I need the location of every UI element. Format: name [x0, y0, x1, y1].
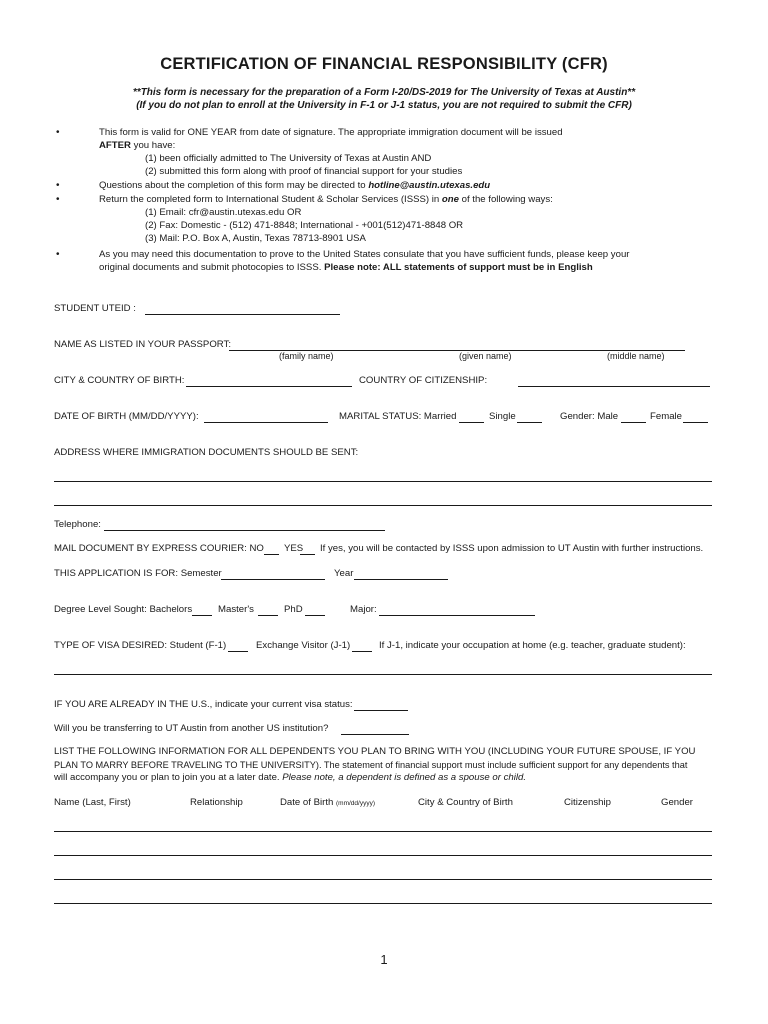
transfer-label: Will you be transferring to UT Austin from another US institution?: [54, 723, 329, 734]
page-number: 1: [380, 952, 388, 967]
city-birth-label: CITY & COUNTRY OF BIRTH:: [54, 375, 185, 386]
instruction-documents: As you may need this documentation to prove to the United States consulate that you have sufficient funds, please keep your: [99, 249, 630, 260]
subtitle-exemption: (If you do not plan to enroll at the University in F-1 or J-1 status, you are not required to submit the CFR): [136, 100, 632, 111]
gender-female-label: Female: [650, 411, 682, 422]
instruction-questions: Questions about the completion of this form may be directed to hotline@austin.utexas.edu: [99, 180, 491, 191]
telephone-label: Telephone:: [54, 519, 101, 530]
dob-label: DATE OF BIRTH (MM/DD/YYYY):: [54, 411, 199, 422]
single-field[interactable]: [517, 422, 542, 423]
dependents-col-relationship: Relationship: [190, 797, 243, 808]
degree-phd-label: PhD: [284, 604, 303, 615]
dob-field[interactable]: [204, 422, 328, 423]
visa-j1-field[interactable]: [352, 651, 372, 652]
dependent-row-2[interactable]: [54, 855, 712, 856]
dependents-instructions-2: PLAN TO MARRY BEFORE TRAVELING TO THE UNIVERSITY). The statement of financial support must include sufficient support for any dependents that: [54, 760, 688, 770]
major-field[interactable]: [379, 615, 535, 616]
passport-name-label: NAME AS LISTED IN YOUR PASSPORT:: [54, 339, 232, 350]
dependents-col-dob: Date of Birth (mm/dd/yyyy): [280, 797, 375, 808]
bullet-icon: •: [56, 249, 60, 260]
instruction-validity: This form is valid for ONE YEAR from date of signature. The appropriate immigration document will be issued: [99, 127, 563, 138]
application-year-label: Year: [334, 568, 354, 579]
bullet-icon: •: [56, 194, 60, 205]
dependent-row-4[interactable]: [54, 903, 712, 904]
current-visa-field[interactable]: [354, 710, 408, 711]
family-name-hint: (family name): [279, 351, 334, 361]
marital-married-label: MARITAL STATUS: Married: [339, 411, 457, 422]
dependent-row-3[interactable]: [54, 879, 712, 880]
address-label: ADDRESS WHERE IMMIGRATION DOCUMENTS SHOULD BE SENT:: [54, 447, 359, 458]
application-semester-label: THIS APPLICATION IS FOR: Semester: [54, 568, 222, 579]
address-line-1[interactable]: [54, 481, 712, 482]
year-field[interactable]: [354, 579, 448, 580]
citizenship-field[interactable]: [518, 386, 710, 387]
courier-note: If yes, you will be contacted by ISSS upon admission to UT Austin with further instructions.: [320, 543, 704, 554]
visa-f1-field[interactable]: [228, 651, 248, 652]
major-label: Major:: [350, 604, 377, 615]
return-method-mail: (3) Mail: P.O. Box A, Austin, Texas 78713-8901 USA: [145, 233, 366, 244]
instruction-condition-1: (1) been officially admitted to The University of Texas at Austin AND: [145, 153, 432, 164]
bullet-icon: •: [56, 127, 60, 138]
telephone-field[interactable]: [104, 530, 385, 531]
marital-single-label: Single: [489, 411, 516, 422]
return-method-email: (1) Email: cfr@austin.utexas.edu OR: [145, 207, 302, 218]
dependents-instructions-1: LIST THE FOLLOWING INFORMATION FOR ALL DEPENDENTS YOU PLAN TO BRING WITH YOU (INCLUDING YOUR FUTURE SPOUSE, IF YOU: [54, 746, 696, 757]
uteid-label: STUDENT UTEID :: [54, 303, 136, 314]
address-line-2[interactable]: [54, 505, 712, 506]
degree-bachelors-label: Degree Level Sought: Bachelors: [54, 604, 193, 615]
visa-f1-label: TYPE OF VISA DESIRED: Student (F-1): [54, 640, 227, 651]
female-field[interactable]: [683, 422, 708, 423]
dependents-col-gender: Gender: [661, 797, 693, 808]
subtitle-requirement: **This form is necessary for the preparation of a Form I-20/DS-2019 for The University of Texas at Austin**: [132, 87, 636, 98]
current-visa-label: IF YOU ARE ALREADY IN THE U.S., indicate your current visa status:: [54, 699, 353, 710]
degree-masters-label: Master's: [218, 604, 254, 615]
phd-field[interactable]: [305, 615, 325, 616]
citizenship-label: COUNTRY OF CITIZENSHIP:: [359, 375, 488, 386]
gender-male-label: Gender: Male: [560, 411, 619, 422]
dependents-col-name: Name (Last, First): [54, 797, 131, 808]
instruction-english: original documents and submit photocopies to ISSS. Please note: ALL statements of support must be in English: [99, 262, 593, 273]
male-field[interactable]: [621, 422, 646, 423]
bachelors-field[interactable]: [192, 615, 212, 616]
courier-yes-field[interactable]: [300, 554, 315, 555]
courier-label: MAIL DOCUMENT BY EXPRESS COURIER: NO: [54, 543, 264, 554]
bullet-icon: •: [56, 180, 60, 191]
given-name-hint: (given name): [459, 351, 512, 361]
dependents-instructions-3: will accompany you or plan to join you at a later date. Please note, a dependent is defined as a spouse or child.: [54, 772, 526, 783]
married-field[interactable]: [459, 422, 484, 423]
transfer-field[interactable]: [341, 734, 409, 735]
return-method-fax: (2) Fax: Domestic - (512) 471-8848; International - +001(512)471-8848 OR: [145, 220, 464, 231]
visa-j1-label: Exchange Visitor (J-1): [256, 640, 351, 651]
instruction-after: AFTER you have:: [99, 140, 176, 151]
page-title: CERTIFICATION OF FINANCIAL RESPONSIBILITY (CFR): [160, 55, 608, 73]
hotline-email-link[interactable]: hotline@austin.utexas.edu: [368, 180, 491, 191]
dependent-row-1[interactable]: [54, 831, 712, 832]
instruction-return: Return the completed form to International Student & Scholar Services (ISSS) in one of the following ways:: [99, 194, 553, 205]
semester-field[interactable]: [221, 579, 325, 580]
dependents-col-citizenship: Citizenship: [564, 797, 611, 808]
courier-no-field[interactable]: [264, 554, 279, 555]
courier-yes-label: YES: [284, 543, 304, 554]
j1-occupation-label: If J-1, indicate your occupation at home (e.g. teacher, graduate student):: [379, 640, 686, 651]
masters-field[interactable]: [258, 615, 278, 616]
city-birth-field[interactable]: [186, 386, 352, 387]
dependents-col-city: City & Country of Birth: [418, 797, 513, 808]
j1-occupation-field[interactable]: [54, 674, 712, 675]
middle-name-hint: (middle name): [607, 351, 665, 361]
instruction-condition-2: (2) submitted this form along with proof of financial support for your studies: [145, 166, 463, 177]
uteid-field[interactable]: [145, 314, 340, 315]
